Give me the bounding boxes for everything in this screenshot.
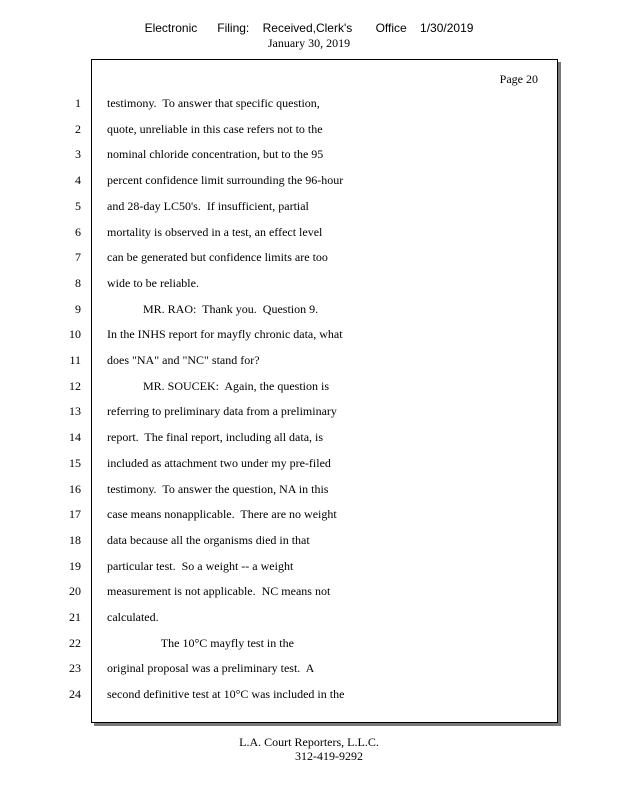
transcript-line: and 28-day LC50's. If insufficient, partial — [107, 199, 309, 213]
transcript-line: referring to preliminary data from a preliminary — [107, 404, 337, 418]
line-number: 4 — [75, 173, 81, 187]
line-number: 22 — [69, 636, 81, 650]
line-number: 23 — [69, 661, 81, 675]
transcript-line: wide to be reliable. — [107, 276, 199, 290]
line-number: 19 — [69, 559, 81, 573]
line-number: 11 — [69, 353, 81, 367]
line-number: 18 — [69, 533, 81, 547]
line-number: 24 — [69, 687, 81, 701]
transcript-line: can be generated but confidence limits are too — [107, 250, 328, 264]
transcript-line: case means nonapplicable. There are no weight — [107, 507, 337, 521]
line-number: 3 — [75, 147, 81, 161]
transcript-line: does "NA" and "NC" stand for? — [107, 353, 260, 367]
line-number: 14 — [69, 430, 81, 444]
line-number: 15 — [69, 456, 81, 470]
line-number: 20 — [69, 584, 81, 598]
transcript-line: included as attachment two under my pre-filed — [107, 456, 331, 470]
transcript-line: second definitive test at 10°C was included in the — [107, 687, 345, 701]
line-number: 2 — [75, 122, 81, 136]
transcript-line: nominal chloride concentration, but to the 95 — [107, 147, 324, 161]
line-number: 13 — [69, 404, 81, 418]
line-number: 7 — [75, 250, 81, 264]
transcript-line: data because all the organisms died in that — [107, 533, 310, 547]
page-number: Page 20 — [499, 72, 538, 86]
filing-stamp: Electronic Filing: Received,Clerk's Office 1/30/2019 — [144, 21, 474, 35]
transcript-line: testimony. To answer the question, NA in this — [107, 482, 329, 496]
transcript-line: MR. RAO: Thank you. Question 9. — [107, 302, 319, 316]
transcript-line: percent confidence limit surrounding the 96-hour — [107, 173, 344, 187]
transcript-line: measurement is not applicable. NC means not — [107, 584, 331, 598]
line-number: 5 — [75, 199, 81, 213]
transcript-line: original proposal was a preliminary test. A — [107, 661, 315, 675]
transcript-line: testimony. To answer that specific question, — [107, 96, 320, 110]
filing-date: January 30, 2019 — [267, 36, 351, 50]
line-number: 8 — [75, 276, 81, 290]
transcript-line: In the INHS report for mayfly chronic data, what — [107, 327, 343, 341]
transcript-line: calculated. — [107, 610, 159, 624]
transcript-line: particular test. So a weight -- a weight — [107, 559, 294, 573]
line-number: 1 — [75, 96, 81, 110]
transcript-line: report. The final report, including all data, is — [107, 430, 324, 444]
line-number: 16 — [69, 482, 81, 496]
line-number: 12 — [69, 379, 81, 393]
footer-company: L.A. Court Reporters, L.L.C. — [239, 735, 379, 749]
footer-phone: 312-419-9292 — [295, 749, 363, 763]
line-number: 17 — [69, 507, 81, 521]
line-number: 9 — [75, 302, 81, 316]
line-number: 21 — [69, 610, 81, 624]
line-number: 10 — [69, 327, 81, 341]
transcript-line: mortality is observed in a test, an effect level — [107, 225, 323, 239]
line-number: 6 — [75, 225, 81, 239]
transcript-line: The 10°C mayfly test in the — [107, 636, 294, 650]
transcript-line: quote, unreliable in this case refers not to the — [107, 122, 323, 136]
transcript-line: MR. SOUCEK: Again, the question is — [107, 379, 330, 393]
